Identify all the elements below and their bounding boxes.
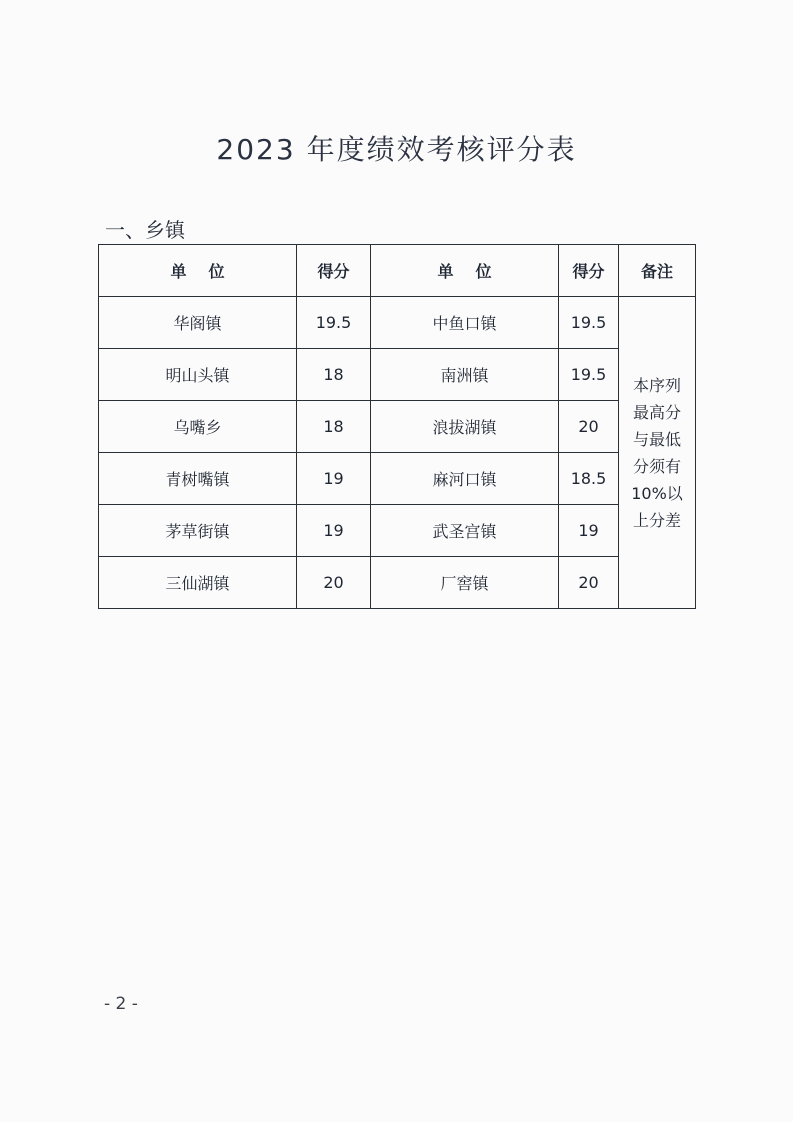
score-cell: 20: [297, 557, 371, 609]
score-cell: 18: [297, 401, 371, 453]
header-unit-left-char1: 单: [170, 262, 187, 281]
score-cell: 18: [297, 349, 371, 401]
score-cell: 20: [559, 557, 619, 609]
header-unit-left: [99, 245, 297, 297]
score-cell: 20: [559, 401, 619, 453]
remark-line: 本序列: [632, 375, 681, 395]
header-unit-right: [371, 245, 559, 297]
remark-cell: [619, 297, 696, 609]
unit-cell: 三仙湖镇: [99, 557, 297, 609]
header-unit-left-char2: 位: [208, 262, 225, 281]
remark-line: 10%以: [631, 483, 683, 503]
header-score-left: 得分: [297, 245, 371, 297]
table-row: [99, 557, 696, 609]
table-row: [99, 453, 696, 505]
header-unit-right-char1: 单: [437, 262, 454, 281]
table-header-row: [99, 245, 696, 297]
unit-cell: 乌嘴乡: [99, 401, 297, 453]
score-cell: 19.5: [297, 297, 371, 349]
section-heading: 一、乡镇: [105, 218, 185, 242]
header-unit-right-char2: 位: [475, 262, 492, 281]
unit-cell: 武圣宫镇: [371, 505, 559, 557]
score-cell: 19: [297, 505, 371, 557]
table-row: [99, 349, 696, 401]
table-row: [99, 505, 696, 557]
score-cell: 19: [297, 453, 371, 505]
unit-cell: 麻河口镇: [371, 453, 559, 505]
score-table: [98, 244, 696, 609]
unit-cell: 南洲镇: [371, 349, 559, 401]
table-row: [99, 297, 696, 349]
remark-line: 最高分: [632, 402, 681, 422]
score-cell: 18.5: [559, 453, 619, 505]
unit-cell: 华阁镇: [99, 297, 297, 349]
unit-cell: 中鱼口镇: [371, 297, 559, 349]
document-title: 2023 年度绩效考核评分表: [216, 133, 577, 166]
header-score-right: 得分: [559, 245, 619, 297]
remark-line: 与最低: [632, 429, 681, 449]
page-number: - 2 -: [104, 994, 138, 1014]
unit-cell: 茅草街镇: [99, 505, 297, 557]
unit-cell: 厂窖镇: [371, 557, 559, 609]
unit-cell: 浪拔湖镇: [371, 401, 559, 453]
unit-cell: 青树嘴镇: [99, 453, 297, 505]
score-cell: 19.5: [559, 297, 619, 349]
header-remark: 备注: [619, 245, 696, 297]
score-cell: 19: [559, 505, 619, 557]
unit-cell: 明山头镇: [99, 349, 297, 401]
remark-line: 分须有: [632, 456, 681, 476]
table-row: [99, 401, 696, 453]
score-cell: 19.5: [559, 349, 619, 401]
remark-line: 上分差: [632, 510, 681, 530]
